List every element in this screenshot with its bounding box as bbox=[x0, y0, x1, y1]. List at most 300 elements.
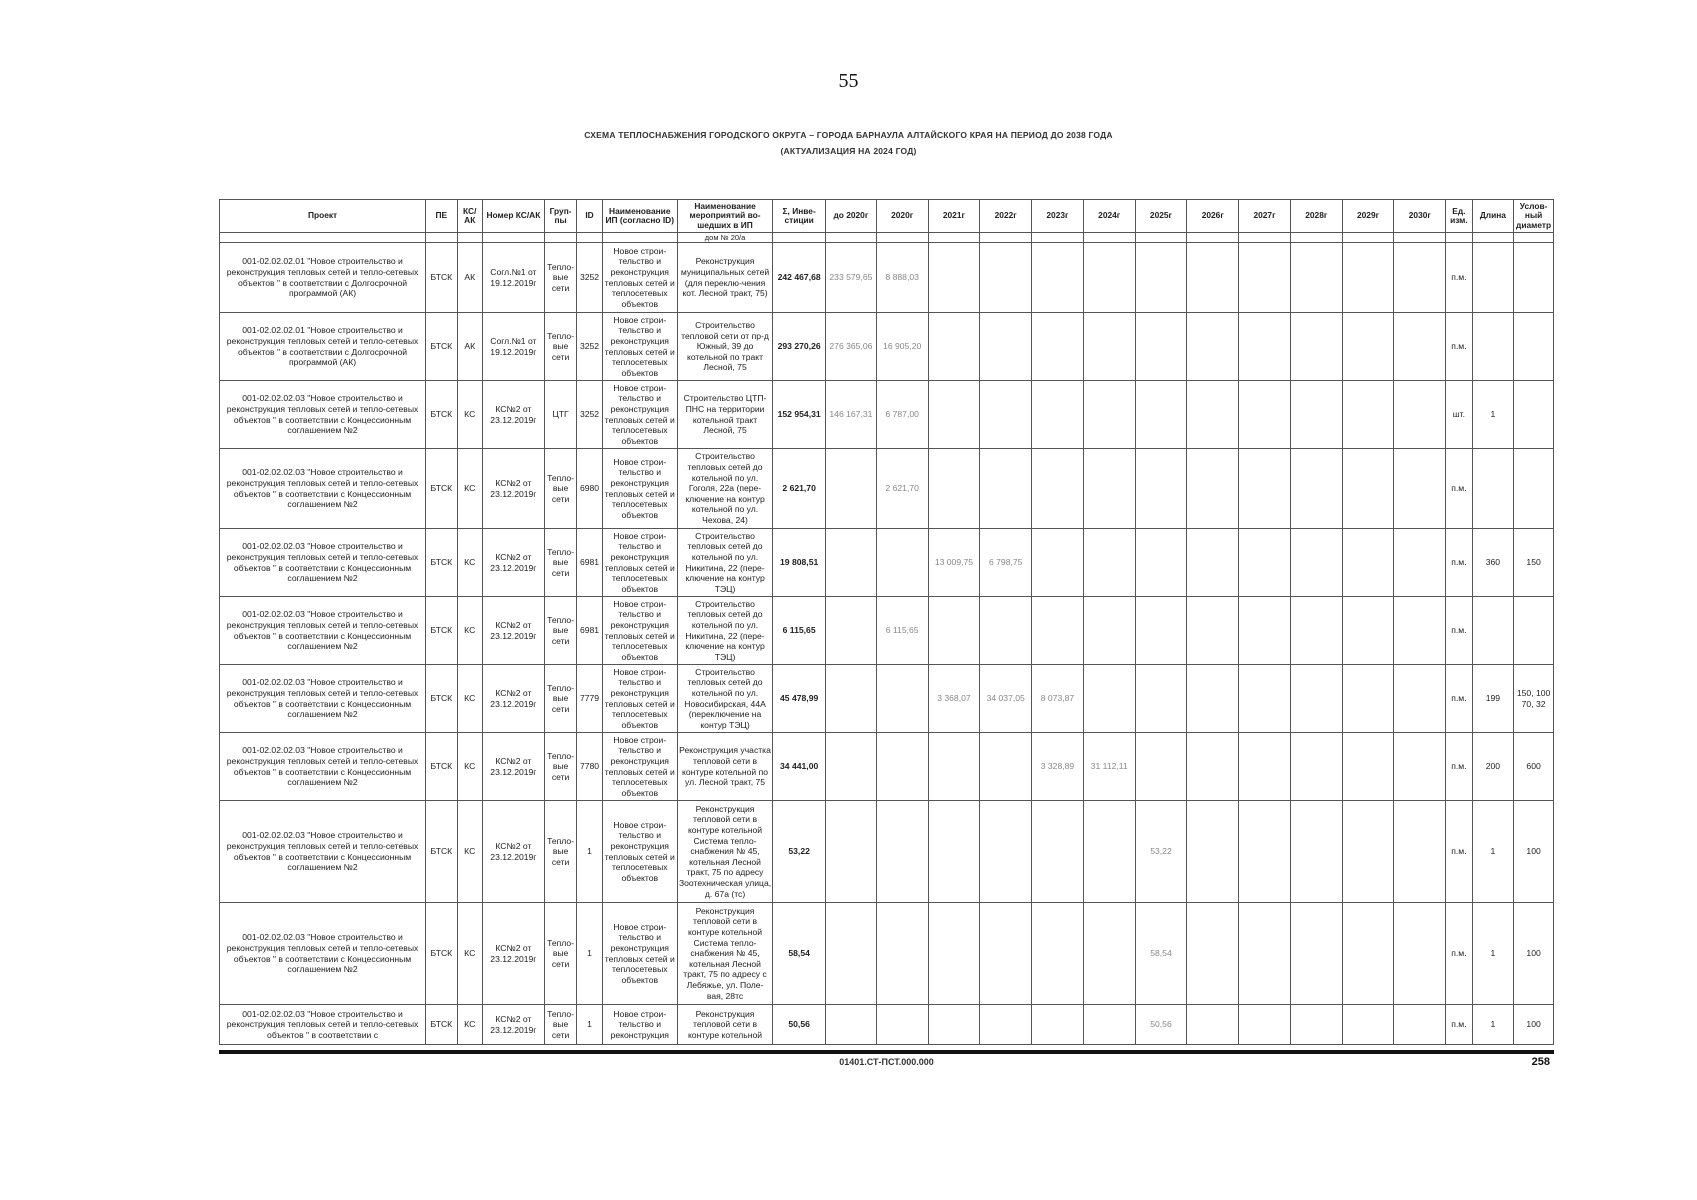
cell-2030 bbox=[1394, 243, 1446, 313]
cell-unit: п.м. bbox=[1446, 801, 1472, 903]
cell-length bbox=[1472, 313, 1514, 381]
cell-length: 1 bbox=[1472, 903, 1514, 1005]
cell-length bbox=[1472, 449, 1514, 529]
cell-measure: Реконструкция тепловой сети в контуре котельной Система тепло-снабжения № 45, котельная Лесной тракт, 75 по адресу Зоотехническая улица, д. 67а (тс) bbox=[677, 801, 772, 903]
cell-group: Тепло-вые сети bbox=[544, 665, 576, 733]
cell-2030 bbox=[1394, 529, 1446, 597]
cell-2027 bbox=[1239, 243, 1291, 313]
cell-2023 bbox=[1032, 903, 1084, 1005]
cell-ks-ak: КС bbox=[457, 903, 482, 1005]
cell-length: 360 bbox=[1472, 529, 1514, 597]
cell-2028 bbox=[1290, 903, 1342, 1005]
cell-group: Тепло-вые сети bbox=[544, 1005, 576, 1045]
cell-2021 bbox=[928, 381, 980, 449]
header-ip-name: Наименование ИП (согласно ID) bbox=[602, 200, 677, 233]
cell-measure: Строительство тепловой сети от пр-д Южный, 39 до котельной по тракт Лесной, 75 bbox=[677, 313, 772, 381]
cell-ks-number: КС№2 от 23.12.2019г bbox=[482, 801, 544, 903]
cell-2025: 58,54 bbox=[1135, 903, 1187, 1005]
cell-2026 bbox=[1187, 313, 1239, 381]
cell-id: 1 bbox=[577, 1005, 602, 1045]
cell-2021: 13 009,75 bbox=[928, 529, 980, 597]
cell-id: 1 bbox=[577, 903, 602, 1005]
cell-project: 001-02.02.02.03 "Новое строительство и реконструкция тепловых сетей и тепло-сетевых объектов " в соответствии с Концессионным соглашением №2 bbox=[220, 801, 426, 903]
cell-2023: 3 328,89 bbox=[1032, 733, 1084, 801]
cell-2028 bbox=[1290, 733, 1342, 801]
table-row bbox=[220, 313, 1554, 381]
cell-ks-number: КС№2 от 23.12.2019г bbox=[482, 381, 544, 449]
cell-project: 001-02.02.02.01 "Новое строительство и реконструкция тепловых сетей и тепло-сетевых объектов " в соответствии с Долгосрочной программой (АК) bbox=[220, 313, 426, 381]
cell-diameter: 100 bbox=[1514, 903, 1554, 1005]
cell-pe: БТСК bbox=[426, 529, 457, 597]
cell-pe: БТСК bbox=[426, 243, 457, 313]
cell-2028 bbox=[1290, 1005, 1342, 1045]
cell-diameter bbox=[1514, 449, 1554, 529]
cell-length bbox=[1472, 597, 1514, 665]
cell-2025 bbox=[1135, 313, 1187, 381]
cell-before-2020 bbox=[826, 529, 877, 597]
cell-2021 bbox=[928, 313, 980, 381]
cell-pe: БТСК bbox=[426, 801, 457, 903]
cell-2020: 2 621,70 bbox=[876, 449, 928, 529]
table-row bbox=[220, 903, 1554, 1005]
cell-ip-name: Новое строи-тельство и реконструкция тепловых сетей и теплосетевых объектов bbox=[602, 449, 677, 529]
cell-2025 bbox=[1135, 449, 1187, 529]
footer-document-code: 01401.СТ-ПСТ.000.000 bbox=[839, 1057, 934, 1067]
cell-2024 bbox=[1083, 243, 1135, 313]
cell-2020 bbox=[876, 733, 928, 801]
header-2025: 2025г bbox=[1135, 200, 1187, 233]
cell-2026 bbox=[1187, 801, 1239, 903]
table-header-row bbox=[220, 200, 1554, 233]
cell-id: 6981 bbox=[577, 529, 602, 597]
cell-total: 152 954,31 bbox=[773, 381, 826, 449]
cell-2022 bbox=[980, 313, 1032, 381]
cell-ks-number: КС№2 от 23.12.2019г bbox=[482, 529, 544, 597]
cell-before-2020: 146 167,31 bbox=[826, 381, 877, 449]
cell-ip-name: Новое строи-тельство и реконструкция тепловых сетей и теплосетевых объектов bbox=[602, 529, 677, 597]
cell-unit: п.м. bbox=[1446, 529, 1472, 597]
cell-measure: Реконструкция тепловой сети в контуре котельной Система тепло-снабжения № 45, котельная Лесной тракт, 75 по адресу с Лебяжье, ул. Поле-вая, 28тс bbox=[677, 903, 772, 1005]
cell-length: 1 bbox=[1472, 801, 1514, 903]
table-row bbox=[220, 381, 1554, 449]
cell-ks-number: Согл.№1 от 19.12.2019г bbox=[482, 313, 544, 381]
cell-measure: Строительство тепловых сетей до котельной по ул. Новосибирская, 44А (переключение на контур ТЭЦ) bbox=[677, 665, 772, 733]
cell-2024 bbox=[1083, 449, 1135, 529]
cell-id: 3252 bbox=[577, 243, 602, 313]
cell-2029 bbox=[1342, 1005, 1394, 1045]
cell-measure: Строительство тепловых сетей до котельной по ул. Никитина, 22 (пере-ключение на контур ТЭЦ) bbox=[677, 597, 772, 665]
cell-ip-name: Новое строи-тельство и реконструкция тепловых сетей и теплосетевых объектов bbox=[602, 733, 677, 801]
cell-ip-name: Новое строи-тельство и реконструкция тепловых сетей и теплосетевых объектов bbox=[602, 903, 677, 1005]
cell-total: 242 467,68 bbox=[773, 243, 826, 313]
header-group: Груп- пы bbox=[544, 200, 576, 233]
cell-2022: 6 798,75 bbox=[980, 529, 1032, 597]
cell-2024 bbox=[1083, 597, 1135, 665]
cell-ks-ak: КС bbox=[457, 801, 482, 903]
cell-2028 bbox=[1290, 801, 1342, 903]
cell-before-2020: 276 365,06 bbox=[826, 313, 877, 381]
cell-group: Тепло-вые сети bbox=[544, 903, 576, 1005]
cell-2022 bbox=[980, 381, 1032, 449]
cell-pe: БТСК bbox=[426, 313, 457, 381]
cell-2026 bbox=[1187, 243, 1239, 313]
cell-2023 bbox=[1032, 449, 1084, 529]
cell-ip-name: Новое строи-тельство и реконструкция тепловых сетей и теплосетевых объектов bbox=[602, 665, 677, 733]
cell-2022 bbox=[980, 733, 1032, 801]
cell-project: 001-02.02.02.03 "Новое строительство и реконструкция тепловых сетей и тепло-сетевых объектов " в соответствии с Концессионным соглашением №2 bbox=[220, 449, 426, 529]
cell-ks-ak: АК bbox=[457, 243, 482, 313]
table-row bbox=[220, 449, 1554, 529]
cell-diameter: 100 bbox=[1514, 1005, 1554, 1045]
header-2022: 2022г bbox=[980, 200, 1032, 233]
table-body bbox=[220, 243, 1554, 1045]
cell-2023 bbox=[1032, 597, 1084, 665]
cell-2020 bbox=[876, 1005, 928, 1045]
cell-ks-number: КС№2 от 23.12.2019г bbox=[482, 665, 544, 733]
cell-2029 bbox=[1342, 313, 1394, 381]
cell-2027 bbox=[1239, 529, 1291, 597]
header-2030: 2030г bbox=[1394, 200, 1446, 233]
cell-measure: Строительство тепловых сетей до котельной по ул. Никитина, 22 (пере-ключение на контур ТЭЦ) bbox=[677, 529, 772, 597]
cell-ks-ak: КС bbox=[457, 1005, 482, 1045]
cell-2030 bbox=[1394, 597, 1446, 665]
cell-2029 bbox=[1342, 449, 1394, 529]
cell-2028 bbox=[1290, 243, 1342, 313]
table-row bbox=[220, 597, 1554, 665]
cell-group: Тепло-вые сети bbox=[544, 449, 576, 529]
cell-ks-ak: КС bbox=[457, 665, 482, 733]
cell-id: 6980 bbox=[577, 449, 602, 529]
header-2029: 2029г bbox=[1342, 200, 1394, 233]
cell-2020 bbox=[876, 801, 928, 903]
cell-total: 53,22 bbox=[773, 801, 826, 903]
cell-length: 199 bbox=[1472, 665, 1514, 733]
header-project: Проект bbox=[220, 200, 426, 233]
cell-2020 bbox=[876, 529, 928, 597]
cell-before-2020 bbox=[826, 449, 877, 529]
cell-id: 3252 bbox=[577, 381, 602, 449]
cell-2022 bbox=[980, 801, 1032, 903]
cell-total: 50,56 bbox=[773, 1005, 826, 1045]
cell-2020 bbox=[876, 903, 928, 1005]
cell-2029 bbox=[1342, 903, 1394, 1005]
footer-sheet-number: 258 bbox=[1531, 1056, 1550, 1068]
cell-2023 bbox=[1032, 313, 1084, 381]
cell-2029 bbox=[1342, 733, 1394, 801]
header-pe: ПЕ bbox=[426, 200, 457, 233]
cell-2027 bbox=[1239, 801, 1291, 903]
table-row bbox=[220, 801, 1554, 903]
cell-2020: 6 115,65 bbox=[876, 597, 928, 665]
cell-2021 bbox=[928, 243, 980, 313]
cell-2025 bbox=[1135, 529, 1187, 597]
header-before-2020: до 2020г bbox=[826, 200, 877, 233]
page-number: 55 bbox=[838, 70, 859, 92]
header-2024: 2024г bbox=[1083, 200, 1135, 233]
cell-2020: 8 888,03 bbox=[876, 243, 928, 313]
cell-2028 bbox=[1290, 381, 1342, 449]
cell-measure: Реконструкция муниципальных сетей (для переклю-чения кот. Лесной тракт, 75) bbox=[677, 243, 772, 313]
cell-pe: БТСК bbox=[426, 449, 457, 529]
cell-ks-number: КС№2 от 23.12.2019г bbox=[482, 597, 544, 665]
cell-2026 bbox=[1187, 665, 1239, 733]
cell-ip-name: Новое строи-тельство и реконструкция тепловых сетей и теплосетевых объектов bbox=[602, 243, 677, 313]
cell-pe: БТСК bbox=[426, 665, 457, 733]
header-ks-number: Номер КС/АК bbox=[482, 200, 544, 233]
cell-project: 001-02.02.02.03 "Новое строительство и реконструкция тепловых сетей и тепло-сетевых объектов " в соответствии с Концессионным соглашением №2 bbox=[220, 597, 426, 665]
cell-2025 bbox=[1135, 733, 1187, 801]
cell-2029 bbox=[1342, 529, 1394, 597]
cell-2028 bbox=[1290, 529, 1342, 597]
cell-2027 bbox=[1239, 665, 1291, 733]
cell-id: 7779 bbox=[577, 665, 602, 733]
cell-2023 bbox=[1032, 381, 1084, 449]
cell-total: 2 621,70 bbox=[773, 449, 826, 529]
cell-group: Тепло-вые сети bbox=[544, 801, 576, 903]
cell-id: 6981 bbox=[577, 597, 602, 665]
cell-2030 bbox=[1394, 313, 1446, 381]
table-row bbox=[220, 1005, 1554, 1045]
cell-2030 bbox=[1394, 665, 1446, 733]
cell-2029 bbox=[1342, 243, 1394, 313]
header-length: Длина bbox=[1472, 200, 1514, 233]
cell-2024 bbox=[1083, 529, 1135, 597]
cell-2026 bbox=[1187, 597, 1239, 665]
cell-unit: п.м. bbox=[1446, 313, 1472, 381]
cell-ks-number: Согл.№1 от 19.12.2019г bbox=[482, 243, 544, 313]
cell-before-2020 bbox=[826, 733, 877, 801]
cell-before-2020: 233 579,65 bbox=[826, 243, 877, 313]
cell-diameter: 150 bbox=[1514, 529, 1554, 597]
cell-unit: п.м. bbox=[1446, 449, 1472, 529]
cell-total: 293 270,26 bbox=[773, 313, 826, 381]
cell-total: 34 441,00 bbox=[773, 733, 826, 801]
cell-ks-ak: КС bbox=[457, 733, 482, 801]
cell-2030 bbox=[1394, 449, 1446, 529]
header-2021: 2021г bbox=[928, 200, 980, 233]
cell-2028 bbox=[1290, 665, 1342, 733]
cell-measure: Строительство тепловых сетей до котельной по ул. Гоголя, 22а (пере-ключение на контур котельной по ул. Чехова, 24) bbox=[677, 449, 772, 529]
header-2028: 2028г bbox=[1290, 200, 1342, 233]
cell-id: 7780 bbox=[577, 733, 602, 801]
header-2027: 2027г bbox=[1239, 200, 1291, 233]
cell-2029 bbox=[1342, 801, 1394, 903]
cell-2028 bbox=[1290, 449, 1342, 529]
cell-2026 bbox=[1187, 903, 1239, 1005]
cell-project: 001-02.02.02.03 "Новое строительство и реконструкция тепловых сетей и тепло-сетевых объектов " в соответствии с bbox=[220, 1005, 426, 1045]
cell-2023 bbox=[1032, 801, 1084, 903]
cell-2024 bbox=[1083, 313, 1135, 381]
cell-group: Тепло-вые сети bbox=[544, 313, 576, 381]
cell-ip-name: Новое строи-тельство и реконструкция тепловых сетей и теплосетевых объектов bbox=[602, 801, 677, 903]
cell-length: 200 bbox=[1472, 733, 1514, 801]
header-2020: 2020г bbox=[876, 200, 928, 233]
cell-2025 bbox=[1135, 381, 1187, 449]
cell-2022: 34 037,05 bbox=[980, 665, 1032, 733]
cell-diameter bbox=[1514, 597, 1554, 665]
cell-2021 bbox=[928, 903, 980, 1005]
cell-2027 bbox=[1239, 381, 1291, 449]
cell-2023 bbox=[1032, 529, 1084, 597]
cell-group: ЦТГ bbox=[544, 381, 576, 449]
cell-project: 001-02.02.02.01 "Новое строительство и реконструкция тепловых сетей и тепло-сетевых объектов " в соответствии с Долгосрочной программой (АК) bbox=[220, 243, 426, 313]
cell-before-2020 bbox=[826, 903, 877, 1005]
cell-project: 001-02.02.02.03 "Новое строительство и реконструкция тепловых сетей и тепло-сетевых объектов " в соответствии с Концессионным соглашением №2 bbox=[220, 733, 426, 801]
cell-id: 1 bbox=[577, 801, 602, 903]
cell-2021 bbox=[928, 449, 980, 529]
cell-ip-name: Новое строи-тельство и реконструкция bbox=[602, 1005, 677, 1045]
cell-2020: 6 787,00 bbox=[876, 381, 928, 449]
cell-ks-ak: АК bbox=[457, 313, 482, 381]
cell-pe: БТСК bbox=[426, 381, 457, 449]
cell-2030 bbox=[1394, 733, 1446, 801]
cell-2025 bbox=[1135, 665, 1187, 733]
cell-project: 001-02.02.02.03 "Новое строительство и реконструкция тепловых сетей и тепло-сетевых объектов " в соответствии с Концессионным соглашением №2 bbox=[220, 903, 426, 1005]
cell-pe: БТСК bbox=[426, 597, 457, 665]
cell-unit: п.м. bbox=[1446, 903, 1472, 1005]
cell-2021 bbox=[928, 733, 980, 801]
cell-length bbox=[1472, 243, 1514, 313]
header-diameter: Услов- ный диаметр bbox=[1514, 200, 1554, 233]
cell-2020: 16 905,20 bbox=[876, 313, 928, 381]
cell-pe: БТСК bbox=[426, 733, 457, 801]
cell-2030 bbox=[1394, 903, 1446, 1005]
cell-2026 bbox=[1187, 1005, 1239, 1045]
cell-2029 bbox=[1342, 381, 1394, 449]
cell-project: 001-02.02.02.03 "Новое строительство и реконструкция тепловых сетей и тепло-сетевых объектов " в соответствии с Концессионным соглашением №2 bbox=[220, 381, 426, 449]
cell-2026 bbox=[1187, 529, 1239, 597]
cell-length: 1 bbox=[1472, 1005, 1514, 1045]
cell-ks-ak: КС bbox=[457, 449, 482, 529]
cell-length: 1 bbox=[1472, 381, 1514, 449]
cell-diameter bbox=[1514, 313, 1554, 381]
cell-2028 bbox=[1290, 597, 1342, 665]
cell-2024 bbox=[1083, 903, 1135, 1005]
cell-ks-ak: КС bbox=[457, 597, 482, 665]
cell-2024 bbox=[1083, 801, 1135, 903]
cell-group: Тепло-вые сети bbox=[544, 243, 576, 313]
cell-total: 45 478,99 bbox=[773, 665, 826, 733]
cell-project: 001-02.02.02.03 "Новое строительство и реконструкция тепловых сетей и тепло-сетевых объектов " в соответствии с Концессионным соглашением №2 bbox=[220, 529, 426, 597]
cell-diameter: 150, 100 70, 32 bbox=[1514, 665, 1554, 733]
header-2023: 2023г bbox=[1032, 200, 1084, 233]
cell-unit: п.м. bbox=[1446, 597, 1472, 665]
cell-2023 bbox=[1032, 1005, 1084, 1045]
cell-project: 001-02.02.02.03 "Новое строительство и реконструкция тепловых сетей и тепло-сетевых объектов " в соответствии с Концессионным соглашением №2 bbox=[220, 665, 426, 733]
table-row bbox=[220, 243, 1554, 313]
header-2026: 2026г bbox=[1187, 200, 1239, 233]
cell-diameter: 600 bbox=[1514, 733, 1554, 801]
header-ks-ak: КС/ АК bbox=[457, 200, 482, 233]
cell-2028 bbox=[1290, 313, 1342, 381]
header-id: ID bbox=[577, 200, 602, 233]
cell-measure: Строительство ЦТП-ПНС на территории котельной тракт Лесной, 75 bbox=[677, 381, 772, 449]
cell-unit: п.м. bbox=[1446, 733, 1472, 801]
cell-2025: 50,56 bbox=[1135, 1005, 1187, 1045]
cell-2024 bbox=[1083, 1005, 1135, 1045]
cell-unit: п.м. bbox=[1446, 665, 1472, 733]
cell-2022 bbox=[980, 449, 1032, 529]
table-row bbox=[220, 733, 1554, 801]
cell-2027 bbox=[1239, 449, 1291, 529]
cell-2021 bbox=[928, 1005, 980, 1045]
cell-2026 bbox=[1187, 381, 1239, 449]
cell-ip-name: Новое строи-тельство и реконструкция тепловых сетей и теплосетевых объектов bbox=[602, 313, 677, 381]
table-row bbox=[220, 529, 1554, 597]
cell-2022 bbox=[980, 1005, 1032, 1045]
cell-ks-ak: КС bbox=[457, 381, 482, 449]
document-title bbox=[0, 127, 1697, 159]
cell-unit: п.м. bbox=[1446, 1005, 1472, 1045]
document-title-line-2: (АКТУАЛИЗАЦИЯ НА 2024 ГОД) bbox=[780, 146, 917, 156]
table-spacer-row bbox=[220, 233, 1554, 243]
cell-2027 bbox=[1239, 313, 1291, 381]
header-measure-name: Наименование мероприятий во- шедших в ИП bbox=[677, 200, 772, 233]
cell-total: 6 115,65 bbox=[773, 597, 826, 665]
cell-2023 bbox=[1032, 243, 1084, 313]
cell-pe: БТСК bbox=[426, 1005, 457, 1045]
cell-ks-number: КС№2 от 23.12.2019г bbox=[482, 733, 544, 801]
cell-2027 bbox=[1239, 903, 1291, 1005]
cell-2022 bbox=[980, 903, 1032, 1005]
cell-diameter bbox=[1514, 381, 1554, 449]
spacer-cell-measure: дом № 20/а bbox=[677, 233, 772, 243]
cell-ks-number: КС№2 от 23.12.2019г bbox=[482, 1005, 544, 1045]
cell-2026 bbox=[1187, 449, 1239, 529]
cell-before-2020 bbox=[826, 597, 877, 665]
cell-before-2020 bbox=[826, 801, 877, 903]
cell-2029 bbox=[1342, 597, 1394, 665]
cell-2027 bbox=[1239, 1005, 1291, 1045]
cell-2027 bbox=[1239, 597, 1291, 665]
cell-ip-name: Новое строи-тельство и реконструкция тепловых сетей и теплосетевых объектов bbox=[602, 381, 677, 449]
cell-2023: 8 073,87 bbox=[1032, 665, 1084, 733]
header-total: Σ, Инве- стиции bbox=[773, 200, 826, 233]
cell-2027 bbox=[1239, 733, 1291, 801]
cell-2025 bbox=[1135, 597, 1187, 665]
investment-table bbox=[219, 199, 1554, 1045]
cell-2030 bbox=[1394, 381, 1446, 449]
cell-2025: 53,22 bbox=[1135, 801, 1187, 903]
cell-2021: 3 368,07 bbox=[928, 665, 980, 733]
cell-diameter: 100 bbox=[1514, 801, 1554, 903]
cell-id: 3252 bbox=[577, 313, 602, 381]
table-row bbox=[220, 665, 1554, 733]
cell-measure: Реконструкция участка тепловой сети в контуре котельной по ул. Лесной тракт, 75 bbox=[677, 733, 772, 801]
cell-measure: Реконструкция тепловой сети в контуре котельной bbox=[677, 1005, 772, 1045]
cell-2029 bbox=[1342, 665, 1394, 733]
cell-ks-number: КС№2 от 23.12.2019г bbox=[482, 903, 544, 1005]
cell-group: Тепло-вые сети bbox=[544, 597, 576, 665]
cell-2026 bbox=[1187, 733, 1239, 801]
cell-total: 58,54 bbox=[773, 903, 826, 1005]
footer-rule bbox=[219, 1050, 1554, 1054]
cell-before-2020 bbox=[826, 665, 877, 733]
cell-2030 bbox=[1394, 801, 1446, 903]
cell-unit: п.м. bbox=[1446, 243, 1472, 313]
cell-2025 bbox=[1135, 243, 1187, 313]
document-title-line-1: СХЕМА ТЕПЛОСНАБЖЕНИЯ ГОРОДСКОГО ОКРУГА – ГОРОДА БАРНАУЛА АЛТАЙСКОГО КРАЯ НА ПЕРИОД ДО 2038 ГОДА bbox=[584, 130, 1113, 140]
cell-total: 19 808,51 bbox=[773, 529, 826, 597]
cell-pe: БТСК bbox=[426, 903, 457, 1005]
cell-2021 bbox=[928, 801, 980, 903]
cell-diameter bbox=[1514, 243, 1554, 313]
cell-2022 bbox=[980, 243, 1032, 313]
cell-2024 bbox=[1083, 665, 1135, 733]
cell-ks-number: КС№2 от 23.12.2019г bbox=[482, 449, 544, 529]
cell-2024: 31 112,11 bbox=[1083, 733, 1135, 801]
cell-ks-ak: КС bbox=[457, 529, 482, 597]
